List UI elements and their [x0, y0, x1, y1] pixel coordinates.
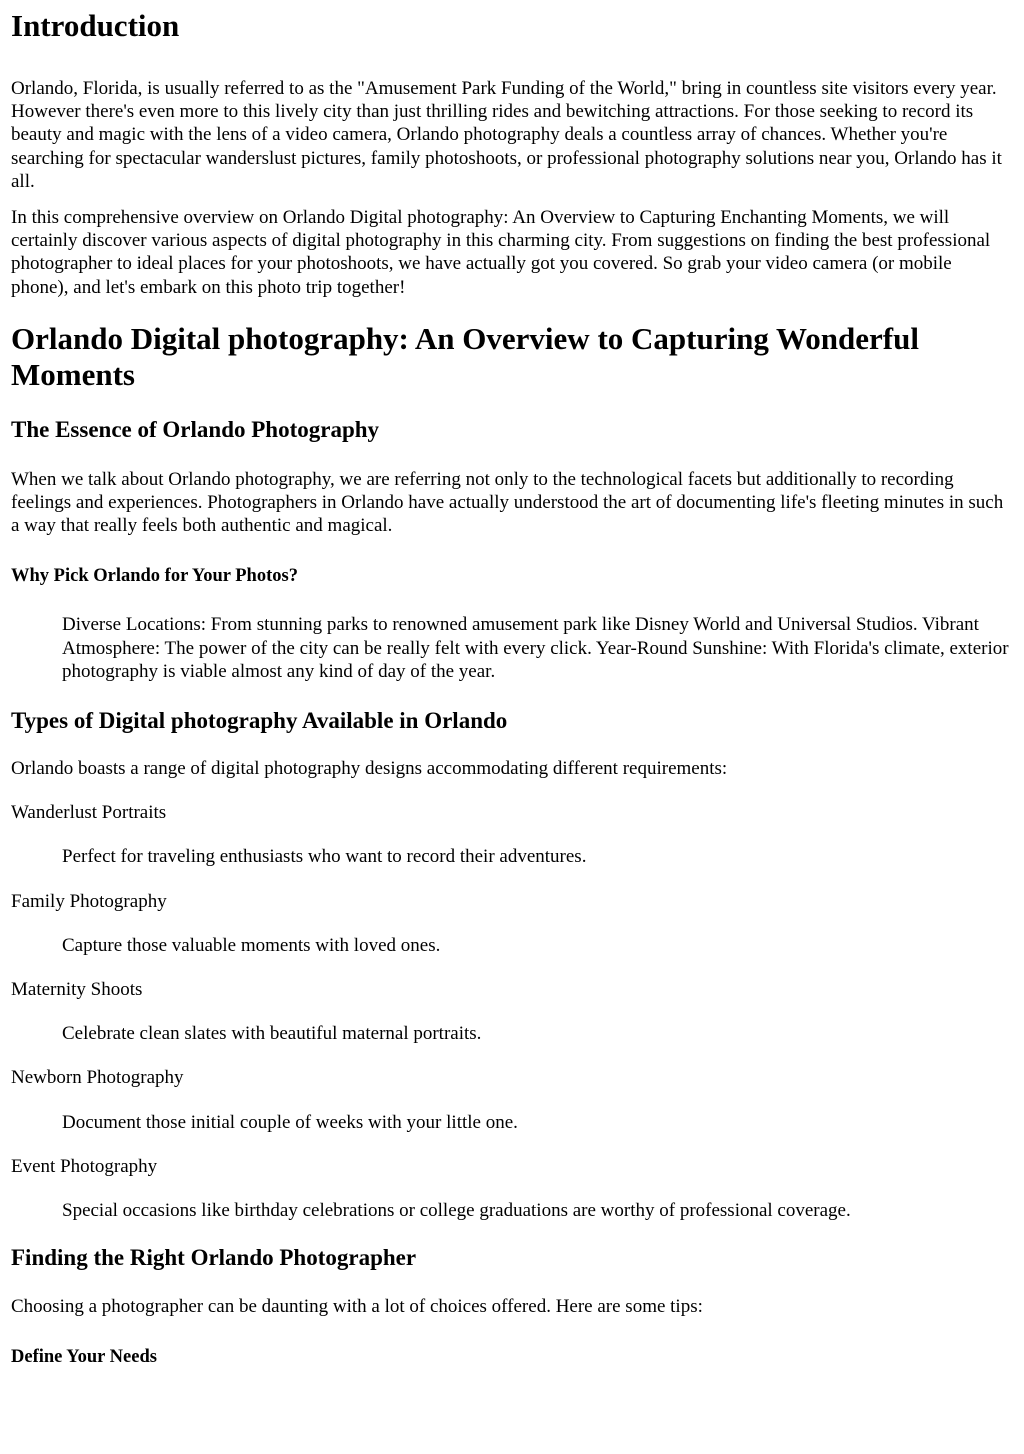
essence-paragraph: When we talk about Orlando photography, we are referring not only to the technological facets but additionally to recording feelings and experiences. Photographers in Orlando have actually understood the art of documenting life's fleeting minutes in such a way that really feels both authentic and magical.	[11, 468, 1004, 537]
type-term: Event Photography	[11, 1155, 158, 1177]
type-description: Capture those valuable moments with loved ones.	[62, 934, 441, 956]
main-heading: Orlando Digital photography: An Overview to Capturing Wonderful Moments	[11, 320, 919, 392]
types-intro: Orlando boasts a range of digital photography designs accommodating different requirements:	[11, 758, 728, 780]
types-heading: Types of Digital photography Available in Orlando	[11, 708, 508, 734]
type-description: Document those initial couple of weeks with your little one.	[62, 1111, 518, 1133]
needs-heading: Define Your Needs	[11, 1347, 157, 1368]
type-term: Newborn Photography	[11, 1067, 184, 1089]
intro-heading: Introduction	[11, 8, 180, 43]
type-description: Special occasions like birthday celebrations or college graduations are worthy of professional coverage.	[62, 1200, 851, 1222]
type-description: Perfect for traveling enthusiasts who want to record their adventures.	[62, 846, 587, 868]
why-heading: Why Pick Orlando for Your Photos?	[11, 566, 298, 587]
intro-paragraph-1: Orlando, Florida, is usually referred to as the "Amusement Park Funding of the World," bring in countless site visitors every year. However there's even more to this lively city than just thrilling rides and bewitching attractions. For those seeking to record its beauty and magic with the lens of a video camera, Orlando photography deals a countless array of chances. Whether you're searching for spectacular wanderslust pictures, family photoshoots, or professional photography solutions near you, Orlando has it all.	[11, 78, 1002, 192]
finding-heading: Finding the Right Orlando Photographer	[11, 1245, 417, 1271]
type-term: Wanderlust Portraits	[11, 802, 167, 824]
finding-paragraph: Choosing a photographer can be daunting with a lot of choices offered. Here are some tips:	[11, 1296, 703, 1318]
intro-paragraph-2: In this comprehensive overview on Orlando Digital photography: An Overview to Capturing Enchanting Moments, we will certainly discover various aspects of digital photography in this charming city. From suggestions on finding the best professional photographer to ideal places for your photoshoots, we have actually got you covered. So grab your video camera (or mobile phone), and let's embark on this photo trip together!	[11, 207, 991, 298]
article	[0, 8, 1024, 1368]
type-term: Family Photography	[11, 890, 167, 912]
why-blockquote: Diverse Locations: From stunning parks to renowned amusement park like Disney World and Universal Studios. Vibrant Atmosphere: The power of the city can be really felt with every click. Year-Round Sunshine: With Florida's climate, exterior photography is viable almost any kind of day of the year.	[62, 614, 1009, 682]
type-description: Celebrate clean slates with beautiful maternal portraits.	[62, 1023, 482, 1045]
essence-heading: The Essence of Orlando Photography	[11, 416, 380, 442]
type-term: Maternity Shoots	[11, 979, 143, 1001]
